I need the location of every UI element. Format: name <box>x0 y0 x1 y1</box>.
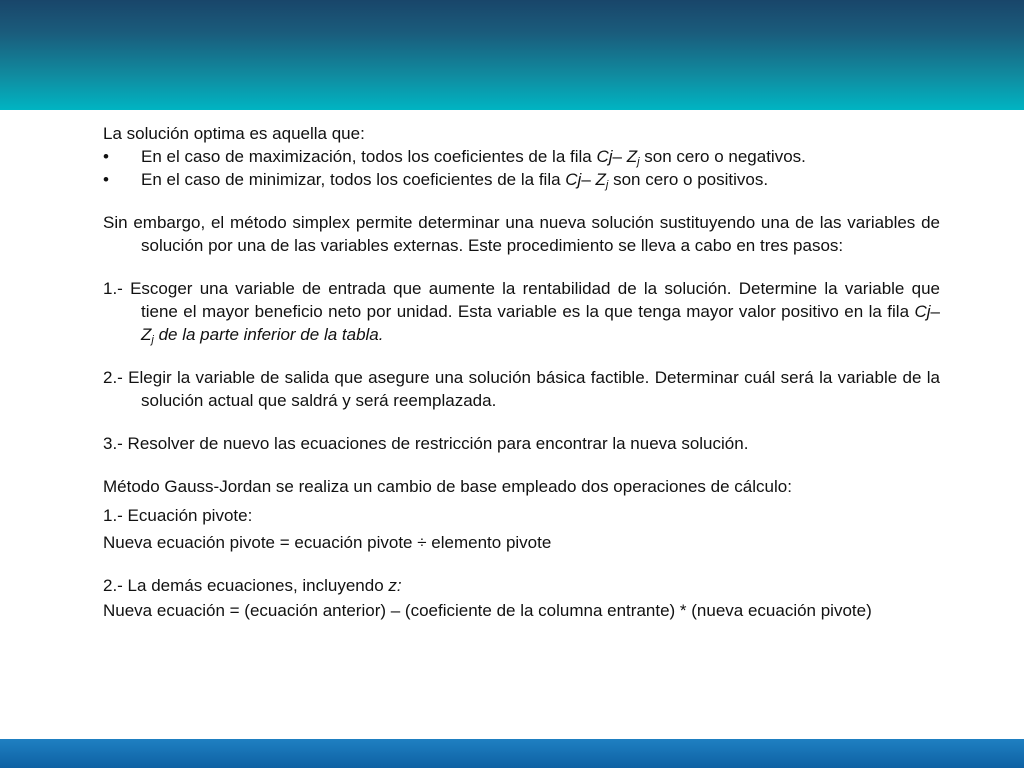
intro-text: La solución optima es aquella que: <box>103 124 365 143</box>
other-equations-title <box>103 574 940 597</box>
z-symbol: Z <box>141 325 152 344</box>
bullet-marker: • <box>103 170 109 189</box>
header-band <box>0 0 1024 110</box>
gauss-jordan-intro: Método Gauss-Jordan se realiza un cambio de base empleado dos operaciones de cálculo: <box>103 477 792 496</box>
step-1 <box>103 277 940 346</box>
simplex-paragraph: Sin embargo, el método simplex permite determinar una nueva solución sustituyendo una de las variables de solución por una de las variables externas. Este procedimiento se lleva a cabo en tres pasos: <box>103 213 940 255</box>
bullet-text: En el caso de minimizar, todos los coeficientes de la fila <box>141 170 566 189</box>
other-equations-formula: Nueva ecuación = (ecuación anterior) – (coeficiente de la columna entrante) * (nueva ecuación pivote) <box>103 601 872 620</box>
z-variable: z: <box>388 576 402 595</box>
minus-sign: – <box>581 170 596 189</box>
step-3: 3.- Resolver de nuevo las ecuaciones de restricción para encontrar la nueva solución. <box>103 434 749 453</box>
pivot-equation-formula: Nueva ecuación pivote = ecuación pivote ÷ elemento pivote <box>103 533 552 552</box>
minus-sign: – <box>930 302 940 321</box>
bullet-text: En el caso de maximización, todos los coeficientes de la fila <box>141 147 597 166</box>
bullet-marker: • <box>103 147 109 166</box>
z-symbol: Z <box>595 170 606 189</box>
cj-symbol: Cj <box>565 170 582 189</box>
bullet-text-end: son cero o negativos. <box>639 147 806 166</box>
pivot-equation-title: 1.- Ecuación pivote: <box>103 506 253 525</box>
bullet-text-end: son cero o positivos. <box>608 170 769 189</box>
bullet-maximization <box>103 145 940 168</box>
bullet-minimization <box>103 168 940 191</box>
step-2: 2.- Elegir la variable de salida que asegure una solución básica factible. Determinar cuál será la variable de la solución actual que saldrá y será reemplazada. <box>103 368 940 410</box>
cj-symbol: Cj <box>914 302 931 321</box>
minus-sign: – <box>612 147 627 166</box>
other-equations-label: 2.- La demás ecuaciones, incluyendo <box>103 576 389 595</box>
z-symbol: Z <box>626 147 638 166</box>
step-1-text-end: de la parte inferior de la tabla. <box>153 325 384 344</box>
z-subscript: j <box>637 156 640 168</box>
step-1-text: 1.- Escoger una variable de entrada que aumente la rentabilidad de la solución. Determine la variable que tiene el mayor beneficio neto por unidad. Esta variable es la que tenga mayor valor positivo en la fila <box>103 279 940 321</box>
z-subscript: j <box>151 334 154 346</box>
z-subscript: j <box>605 179 609 191</box>
footer-band <box>0 739 1024 768</box>
cj-symbol: Cj <box>596 147 613 166</box>
slide-content <box>103 122 940 622</box>
